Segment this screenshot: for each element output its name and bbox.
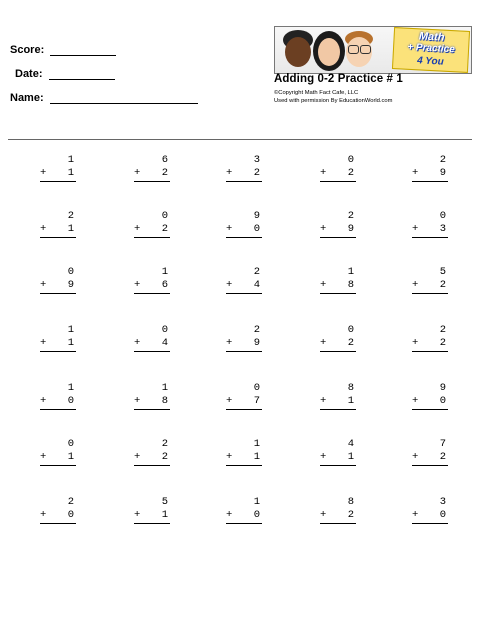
score-line[interactable] xyxy=(50,55,116,56)
problem-top-number: 9 xyxy=(253,210,260,222)
problem-top-number: 6 xyxy=(161,154,168,166)
problem-bottom-number: 1 xyxy=(67,167,74,179)
plus-sign: + xyxy=(412,223,419,235)
answer-line[interactable] xyxy=(320,465,356,466)
addition-problem xyxy=(134,266,170,294)
plus-sign: + xyxy=(226,509,233,521)
score-field[interactable] xyxy=(10,44,116,56)
problem-bottom-row xyxy=(320,279,356,292)
addition-problem xyxy=(40,154,76,182)
addition-problem xyxy=(412,382,448,410)
problem-top-number: 4 xyxy=(347,438,354,450)
problem-bottom-row xyxy=(412,279,448,292)
date-label: Date: xyxy=(15,68,43,80)
problem-bottom-number: 2 xyxy=(347,337,354,349)
problem-bottom-number: 2 xyxy=(439,337,446,349)
addition-problem xyxy=(412,154,448,182)
problem-top-number: 9 xyxy=(439,382,446,394)
problem-top-number: 8 xyxy=(347,382,354,394)
answer-line[interactable] xyxy=(320,523,356,524)
plus-sign: + xyxy=(412,451,419,463)
problem-bottom-number: 1 xyxy=(67,451,74,463)
name-field[interactable] xyxy=(10,92,198,104)
problem-top-number: 0 xyxy=(67,438,74,450)
addition-problem xyxy=(40,496,76,524)
addition-problem xyxy=(226,382,262,410)
plus-sign: + xyxy=(134,509,141,521)
addition-problem xyxy=(320,382,356,410)
plus-sign: + xyxy=(40,509,47,521)
problem-bottom-row xyxy=(320,451,356,464)
addition-problem xyxy=(412,324,448,352)
problem-top-number: 1 xyxy=(253,438,260,450)
answer-line[interactable] xyxy=(226,237,262,238)
problem-bottom-row xyxy=(412,509,448,522)
answer-line[interactable] xyxy=(134,351,170,352)
problem-bottom-number: 1 xyxy=(253,451,260,463)
plus-sign: + xyxy=(226,451,233,463)
answer-line[interactable] xyxy=(412,237,448,238)
problem-top-number: 2 xyxy=(253,324,260,336)
answer-line[interactable] xyxy=(412,409,448,410)
plus-sign: + xyxy=(226,279,233,291)
problem-top-number: 2 xyxy=(67,210,74,222)
addition-problem xyxy=(226,438,262,466)
problem-bottom-number: 1 xyxy=(67,337,74,349)
score-label: Score: xyxy=(10,44,45,56)
addition-problem xyxy=(40,210,76,238)
problem-bottom-number: 6 xyxy=(161,279,168,291)
answer-line[interactable] xyxy=(134,293,170,294)
problem-bottom-number: 0 xyxy=(67,509,74,521)
plus-sign: + xyxy=(412,395,419,407)
answer-line[interactable] xyxy=(320,409,356,410)
problem-top-number: 3 xyxy=(439,496,446,508)
problem-bottom-row xyxy=(134,395,170,408)
problem-top-number: 1 xyxy=(67,382,74,394)
problem-top-number: 1 xyxy=(161,266,168,278)
problem-bottom-row xyxy=(40,509,76,522)
addition-problem xyxy=(40,266,76,294)
answer-line[interactable] xyxy=(134,523,170,524)
answer-line[interactable] xyxy=(226,409,262,410)
problem-top-number: 2 xyxy=(253,266,260,278)
plus-sign: + xyxy=(134,395,141,407)
addition-problem xyxy=(320,266,356,294)
problem-bottom-row xyxy=(40,167,76,180)
answer-line[interactable] xyxy=(320,237,356,238)
problem-bottom-number: 4 xyxy=(161,337,168,349)
problem-bottom-row xyxy=(412,451,448,464)
plus-sign: + xyxy=(320,451,327,463)
addition-problem xyxy=(226,266,262,294)
plus-sign: + xyxy=(134,337,141,349)
logo-line-math: Math xyxy=(418,30,445,44)
plus-sign: + xyxy=(320,279,327,291)
problem-bottom-number: 0 xyxy=(253,509,260,521)
problem-bottom-row xyxy=(320,167,356,180)
addition-problem xyxy=(40,438,76,466)
answer-line[interactable] xyxy=(40,181,76,182)
plus-sign: + xyxy=(412,337,419,349)
answer-line[interactable] xyxy=(40,465,76,466)
answer-line[interactable] xyxy=(134,465,170,466)
problem-top-number: 0 xyxy=(347,324,354,336)
answer-line[interactable] xyxy=(226,523,262,524)
answer-line[interactable] xyxy=(40,409,76,410)
problem-bottom-number: 7 xyxy=(253,395,260,407)
problem-top-number: 1 xyxy=(67,154,74,166)
plus-sign: + xyxy=(226,337,233,349)
problem-bottom-number: 1 xyxy=(347,451,354,463)
problem-top-number: 2 xyxy=(161,438,168,450)
addition-problem xyxy=(320,438,356,466)
problem-top-number: 1 xyxy=(161,382,168,394)
addition-problem xyxy=(226,210,262,238)
answer-line[interactable] xyxy=(226,293,262,294)
math-practice-logo xyxy=(392,27,470,73)
problem-top-number: 0 xyxy=(347,154,354,166)
problem-bottom-number: 3 xyxy=(439,223,446,235)
problem-top-number: 0 xyxy=(161,210,168,222)
problem-top-number: 0 xyxy=(161,324,168,336)
problem-top-number: 5 xyxy=(439,266,446,278)
addition-problem xyxy=(134,438,170,466)
problem-top-number: 0 xyxy=(67,266,74,278)
problem-bottom-row xyxy=(40,395,76,408)
problem-bottom-row xyxy=(134,223,170,236)
answer-line[interactable] xyxy=(134,409,170,410)
answer-line[interactable] xyxy=(226,351,262,352)
problem-bottom-row xyxy=(134,509,170,522)
addition-problem xyxy=(412,438,448,466)
answer-line[interactable] xyxy=(40,293,76,294)
plus-sign: + xyxy=(40,337,47,349)
problem-bottom-row xyxy=(412,223,448,236)
answer-line[interactable] xyxy=(40,351,76,352)
addition-problem xyxy=(320,210,356,238)
problem-top-number: 8 xyxy=(347,496,354,508)
addition-problem xyxy=(226,324,262,352)
plus-sign: + xyxy=(134,223,141,235)
problem-bottom-number: 8 xyxy=(161,395,168,407)
addition-problem xyxy=(226,496,262,524)
answer-line[interactable] xyxy=(134,181,170,182)
problem-bottom-row xyxy=(226,279,262,292)
plus-sign: + xyxy=(412,509,419,521)
addition-problem xyxy=(40,324,76,352)
problem-bottom-number: 0 xyxy=(67,395,74,407)
problem-bottom-number: 0 xyxy=(439,395,446,407)
plus-sign: + xyxy=(40,167,47,179)
problem-bottom-row xyxy=(226,167,262,180)
plus-sign: + xyxy=(320,223,327,235)
problem-bottom-number: 4 xyxy=(253,279,260,291)
problem-bottom-row xyxy=(412,395,448,408)
problem-top-number: 7 xyxy=(439,438,446,450)
addition-problem xyxy=(320,496,356,524)
plus-sign: + xyxy=(40,395,47,407)
plus-sign: + xyxy=(134,279,141,291)
worksheet-title: Adding 0-2 Practice # 1 xyxy=(274,73,403,85)
plus-sign: + xyxy=(226,395,233,407)
problem-bottom-number: 1 xyxy=(347,395,354,407)
problem-bottom-row xyxy=(134,167,170,180)
glasses-icon xyxy=(360,45,371,54)
answer-line[interactable] xyxy=(412,293,448,294)
problem-bottom-row xyxy=(134,451,170,464)
addition-problem xyxy=(134,382,170,410)
plus-sign: + xyxy=(134,451,141,463)
glasses-icon xyxy=(348,45,359,54)
header-divider xyxy=(8,139,472,140)
addition-problem xyxy=(40,382,76,410)
logo-line-practice: + Practice xyxy=(407,41,456,56)
problem-top-number: 2 xyxy=(67,496,74,508)
problem-bottom-row xyxy=(226,509,262,522)
plus-sign: + xyxy=(412,279,419,291)
problem-bottom-row xyxy=(320,395,356,408)
plus-sign: + xyxy=(226,167,233,179)
problem-bottom-number: 1 xyxy=(67,223,74,235)
banner-image xyxy=(274,26,472,74)
problem-bottom-number: 9 xyxy=(439,167,446,179)
problem-bottom-row xyxy=(40,279,76,292)
answer-line[interactable] xyxy=(412,465,448,466)
problem-bottom-number: 1 xyxy=(161,509,168,521)
problem-bottom-number: 2 xyxy=(347,167,354,179)
problem-bottom-number: 2 xyxy=(161,451,168,463)
problem-bottom-row xyxy=(320,509,356,522)
problem-top-number: 0 xyxy=(439,210,446,222)
answer-line[interactable] xyxy=(320,351,356,352)
plus-sign: + xyxy=(40,223,47,235)
addition-problem xyxy=(134,496,170,524)
problem-bottom-row xyxy=(134,279,170,292)
name-label: Name: xyxy=(10,92,44,104)
addition-problem xyxy=(320,324,356,352)
problem-bottom-row xyxy=(320,337,356,350)
plus-sign: + xyxy=(40,451,47,463)
problem-bottom-number: 8 xyxy=(347,279,354,291)
problem-bottom-row xyxy=(40,451,76,464)
problem-bottom-number: 0 xyxy=(253,223,260,235)
date-line[interactable] xyxy=(49,79,115,80)
plus-sign: + xyxy=(320,337,327,349)
answer-line[interactable] xyxy=(412,523,448,524)
problem-top-number: 1 xyxy=(347,266,354,278)
problem-bottom-row xyxy=(226,395,262,408)
answer-line[interactable] xyxy=(134,237,170,238)
problem-bottom-row xyxy=(226,451,262,464)
name-line[interactable] xyxy=(50,103,198,104)
answer-line[interactable] xyxy=(412,181,448,182)
permission-text: Used with permission By EducationWorld.com xyxy=(274,98,393,104)
problem-bottom-row xyxy=(40,337,76,350)
problem-bottom-row xyxy=(226,223,262,236)
problem-bottom-number: 2 xyxy=(439,279,446,291)
problem-bottom-number: 9 xyxy=(253,337,260,349)
problem-top-number: 0 xyxy=(253,382,260,394)
plus-sign: + xyxy=(320,167,327,179)
problem-bottom-row xyxy=(412,337,448,350)
logo-line-4you: 4 You xyxy=(416,55,445,68)
problem-bottom-number: 2 xyxy=(161,223,168,235)
answer-line[interactable] xyxy=(40,237,76,238)
problem-top-number: 5 xyxy=(161,496,168,508)
addition-problem xyxy=(134,154,170,182)
problem-top-number: 2 xyxy=(439,154,446,166)
addition-problem xyxy=(134,210,170,238)
answer-line[interactable] xyxy=(320,293,356,294)
answer-line[interactable] xyxy=(412,351,448,352)
problem-bottom-number: 2 xyxy=(347,509,354,521)
plus-sign: + xyxy=(40,279,47,291)
problem-bottom-number: 2 xyxy=(253,167,260,179)
answer-line[interactable] xyxy=(40,523,76,524)
problem-top-number: 2 xyxy=(347,210,354,222)
answer-line[interactable] xyxy=(320,181,356,182)
addition-problem xyxy=(412,266,448,294)
addition-problem xyxy=(226,154,262,182)
plus-sign: + xyxy=(226,223,233,235)
problem-bottom-row xyxy=(40,223,76,236)
problem-top-number: 2 xyxy=(439,324,446,336)
problem-top-number: 3 xyxy=(253,154,260,166)
addition-problem xyxy=(320,154,356,182)
problem-bottom-row xyxy=(412,167,448,180)
kid-face-icon xyxy=(318,38,340,66)
plus-sign: + xyxy=(320,509,327,521)
problem-bottom-number: 9 xyxy=(347,223,354,235)
addition-problem xyxy=(412,210,448,238)
answer-line[interactable] xyxy=(226,181,262,182)
date-field[interactable] xyxy=(15,68,115,80)
plus-sign: + xyxy=(412,167,419,179)
plus-sign: + xyxy=(320,395,327,407)
problem-bottom-number: 0 xyxy=(439,509,446,521)
problem-bottom-number: 2 xyxy=(439,451,446,463)
problem-bottom-row xyxy=(320,223,356,236)
addition-problem xyxy=(412,496,448,524)
copyright-text: ©Copyright Math Fact Cafe, LLC xyxy=(274,90,359,96)
plus-sign: + xyxy=(134,167,141,179)
problem-bottom-number: 2 xyxy=(161,167,168,179)
addition-problem xyxy=(134,324,170,352)
problem-bottom-row xyxy=(134,337,170,350)
kid-face-icon xyxy=(285,37,311,67)
problem-top-number: 1 xyxy=(67,324,74,336)
answer-line[interactable] xyxy=(226,465,262,466)
problem-bottom-number: 9 xyxy=(67,279,74,291)
problem-bottom-row xyxy=(226,337,262,350)
problem-top-number: 1 xyxy=(253,496,260,508)
